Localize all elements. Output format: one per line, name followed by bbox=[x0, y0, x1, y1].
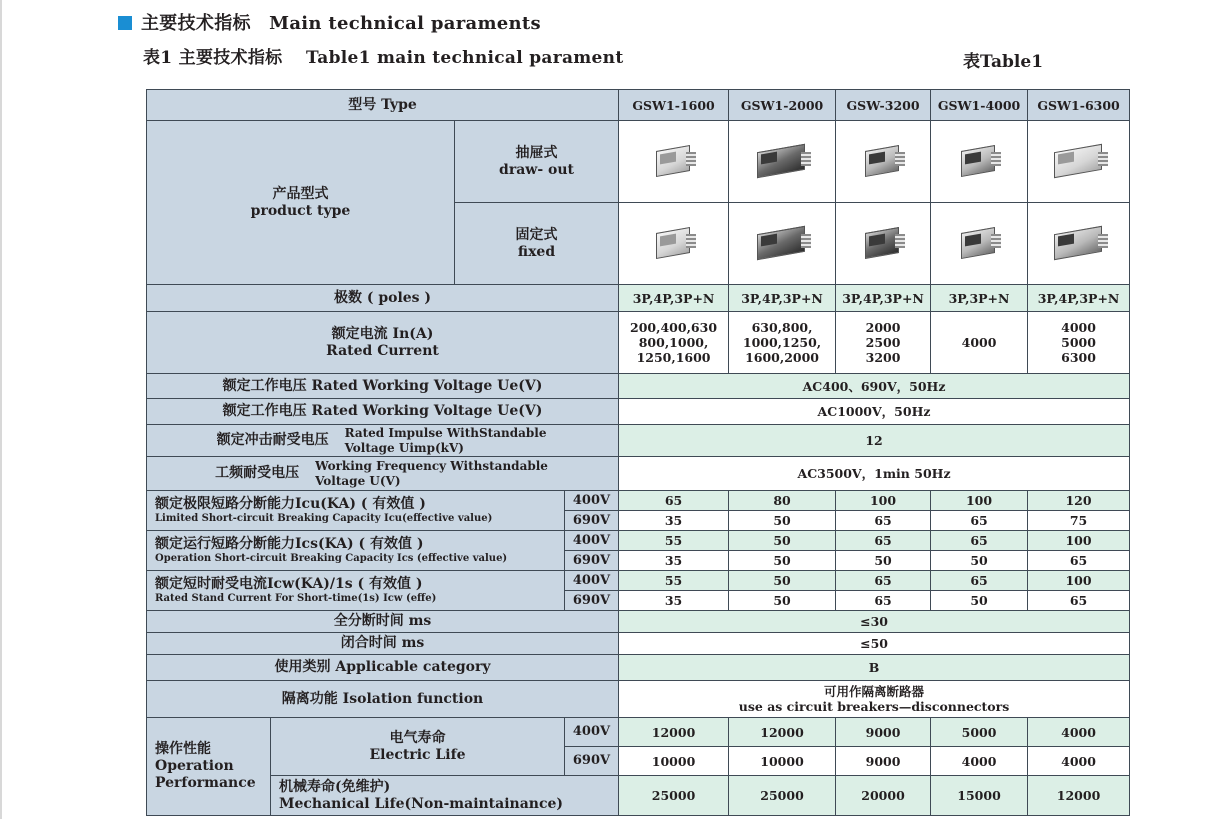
ics-value: 100 bbox=[1028, 531, 1130, 551]
power-freq-value: AC3500V，1min 50Hz bbox=[619, 457, 1130, 491]
electric-life-value: 9000 bbox=[836, 718, 931, 747]
voltage2-row bbox=[147, 399, 1130, 425]
poles-label: 极数 ( poles ) bbox=[147, 285, 619, 312]
ics-cn: 额定运行短路分断能力Ics(KA) ( 有效值 ) bbox=[155, 536, 424, 553]
breaker-drawout-image bbox=[859, 140, 907, 180]
table-tag: 表Table1 bbox=[963, 52, 1044, 72]
ics-value: 35 bbox=[619, 551, 729, 571]
power-freq-label bbox=[147, 457, 619, 491]
break-time-row bbox=[147, 611, 1130, 633]
close-time-value: ≤50 bbox=[619, 633, 1130, 655]
product-type-label bbox=[147, 121, 455, 285]
mech-life-value: 25000 bbox=[619, 776, 729, 816]
electric-life-value: 10000 bbox=[619, 747, 729, 776]
electric-life-label bbox=[271, 718, 565, 776]
rated-current-value: 4000 bbox=[931, 312, 1028, 374]
breaker-fixed-image bbox=[1048, 222, 1110, 262]
icu-en: Limited Short-circuit Breaking Capacity Icu(effective value) bbox=[155, 512, 493, 524]
model-header: GSW1-4000 bbox=[931, 90, 1028, 121]
product-type-en: product type bbox=[250, 202, 351, 219]
icw-value: 65 bbox=[836, 591, 931, 611]
rated-current-value: 2000 2500 3200 bbox=[836, 312, 931, 374]
category-value: B bbox=[619, 655, 1130, 681]
icw-value: 65 bbox=[1028, 591, 1130, 611]
voltage-tag: 690V bbox=[565, 511, 619, 531]
operation-en1: Operation bbox=[155, 758, 234, 775]
ics-value: 65 bbox=[1028, 551, 1130, 571]
ics-value: 50 bbox=[931, 551, 1028, 571]
poles-value: 3P,4P,3P+N bbox=[1028, 285, 1130, 312]
rated-current-en: Rated Current bbox=[326, 342, 439, 359]
product-image-cell bbox=[931, 121, 1028, 203]
operation-cn: 操作性能 bbox=[155, 741, 211, 758]
close-time-label: 闭合时间 ms bbox=[147, 633, 619, 655]
icw-value: 50 bbox=[931, 591, 1028, 611]
icu-value: 65 bbox=[619, 491, 729, 511]
icu-value: 100 bbox=[931, 491, 1028, 511]
voltage-tag: 400V bbox=[565, 718, 619, 747]
operation-en2: Performance bbox=[155, 774, 256, 791]
poles-value: 3P,4P,3P+N bbox=[619, 285, 729, 312]
poles-value: 3P,4P,3P+N bbox=[836, 285, 931, 312]
mech-life-row bbox=[147, 776, 1130, 816]
icw-value: 50 bbox=[729, 571, 836, 591]
ics-value: 65 bbox=[836, 531, 931, 551]
icw-en: Rated Stand Current For Short-time(1s) Icw (effe) bbox=[155, 592, 437, 604]
category-label: 使用类别 Applicable category bbox=[147, 655, 619, 681]
poles-value: 3P,3P+N bbox=[931, 285, 1028, 312]
icu-cn: 额定极限短路分断能力Icu(KA) ( 有效值 ) bbox=[155, 496, 426, 513]
type-label: 型号 Type bbox=[147, 90, 619, 121]
icu-value: 50 bbox=[729, 511, 836, 531]
voltage-tag: 400V bbox=[565, 571, 619, 591]
voltage-tag: 690V bbox=[565, 747, 619, 776]
model-header: GSW-3200 bbox=[836, 90, 931, 121]
electric-life-value: 4000 bbox=[1028, 718, 1130, 747]
impulse-row bbox=[147, 425, 1130, 457]
voltage-tag: 400V bbox=[565, 531, 619, 551]
rated-current-row bbox=[147, 312, 1130, 374]
fixed-label bbox=[455, 203, 619, 285]
impulse-cn: 额定冲击耐受电压 bbox=[216, 432, 329, 449]
product-type-cn: 产品型式 bbox=[272, 185, 329, 202]
breaker-drawout-image bbox=[650, 140, 698, 180]
electric-life-value: 10000 bbox=[729, 747, 836, 776]
impulse-en: Rated Impulse WithStandable Voltage Uimp(kV) bbox=[344, 426, 547, 455]
product-image-cell bbox=[836, 203, 931, 285]
ics-value: 50 bbox=[836, 551, 931, 571]
ics-label bbox=[147, 531, 565, 571]
icw-value: 65 bbox=[836, 571, 931, 591]
breaker-fixed-image bbox=[751, 222, 813, 262]
impulse-value: 12 bbox=[619, 425, 1130, 457]
section-title: 主要技术指标 Main technical paraments bbox=[141, 13, 541, 34]
voltage1-label: 额定工作电压 Rated Working Voltage Ue(V) bbox=[147, 374, 619, 399]
icw-value: 35 bbox=[619, 591, 729, 611]
ics-row bbox=[147, 531, 1130, 551]
isolation-row bbox=[147, 681, 1130, 718]
rated-current-label bbox=[147, 312, 619, 374]
drawout-en: draw- out bbox=[499, 161, 574, 178]
voltage2-value: AC1000V，50Hz bbox=[619, 399, 1130, 425]
icu-value: 120 bbox=[1028, 491, 1130, 511]
electric-life-value: 4000 bbox=[1028, 747, 1130, 776]
icw-row bbox=[147, 571, 1130, 591]
product-image-cell bbox=[619, 203, 729, 285]
power-freq-row bbox=[147, 457, 1130, 491]
type-row bbox=[147, 90, 1130, 121]
table-caption: 表1 主要技术指标 Table1 main technical parament bbox=[143, 48, 624, 68]
electric-life-row bbox=[147, 718, 1130, 747]
product-image-cell bbox=[1028, 121, 1130, 203]
product-image-cell bbox=[931, 203, 1028, 285]
ics-value: 65 bbox=[931, 531, 1028, 551]
icw-value: 50 bbox=[729, 591, 836, 611]
category-row bbox=[147, 655, 1130, 681]
model-header: GSW1-1600 bbox=[619, 90, 729, 121]
electric-life-value: 12000 bbox=[729, 718, 836, 747]
product-image-cell bbox=[836, 121, 931, 203]
mech-life-cn: 机械寿命(免维护) bbox=[279, 778, 391, 795]
icw-label bbox=[147, 571, 565, 611]
breaker-drawout-image bbox=[955, 140, 1003, 180]
icu-value: 80 bbox=[729, 491, 836, 511]
breaker-fixed-image bbox=[650, 222, 698, 262]
model-header: GSW1-6300 bbox=[1028, 90, 1130, 121]
icu-value: 75 bbox=[1028, 511, 1130, 531]
icu-label bbox=[147, 491, 565, 531]
ics-value: 55 bbox=[619, 531, 729, 551]
isolation-label: 隔离功能 Isolation function bbox=[147, 681, 619, 718]
ics-value: 50 bbox=[729, 551, 836, 571]
voltage1-value: AC400、690V，50Hz bbox=[619, 374, 1130, 399]
voltage1-row bbox=[147, 374, 1130, 399]
icu-row bbox=[147, 491, 1130, 511]
mech-life-en: Mechanical Life(Non-maintainance) bbox=[279, 795, 564, 812]
mech-life-value: 15000 bbox=[931, 776, 1028, 816]
ics-en: Operation Short-circuit Breaking Capacity Ics (effective value) bbox=[155, 552, 508, 564]
impulse-label bbox=[147, 425, 619, 457]
poles-row bbox=[147, 285, 1130, 312]
breaker-drawout-image bbox=[751, 140, 813, 180]
model-header: GSW1-2000 bbox=[729, 90, 836, 121]
icw-value: 65 bbox=[931, 571, 1028, 591]
break-time-value: ≤30 bbox=[619, 611, 1130, 633]
operation-label bbox=[147, 718, 271, 816]
product-image-cell bbox=[1028, 203, 1130, 285]
electric-life-value: 4000 bbox=[931, 747, 1028, 776]
electric-life-value: 9000 bbox=[836, 747, 931, 776]
power-freq-cn: 工频耐受电压 bbox=[215, 465, 300, 482]
rated-current-cn: 额定电流 In(A) bbox=[331, 325, 434, 342]
breaker-fixed-image bbox=[955, 222, 1003, 262]
icu-value: 65 bbox=[836, 511, 931, 531]
electric-life-value: 12000 bbox=[619, 718, 729, 747]
power-freq-en: Working Frequency Withstandable Voltage U(V) bbox=[315, 459, 548, 488]
drawout-cn: 抽屉式 bbox=[515, 144, 558, 161]
drawout-label bbox=[455, 121, 619, 203]
section-square-icon bbox=[118, 16, 132, 30]
icw-value: 100 bbox=[1028, 571, 1130, 591]
icw-cn: 额定短时耐受电流Icw(KA)/1s ( 有效值 ) bbox=[155, 576, 423, 593]
rated-current-value: 4000 5000 6300 bbox=[1028, 312, 1130, 374]
spec-table bbox=[146, 89, 1130, 816]
voltage-tag: 400V bbox=[565, 491, 619, 511]
page-edge-rule bbox=[0, 0, 2, 819]
electric-life-value: 5000 bbox=[931, 718, 1028, 747]
voltage2-label: 额定工作电压 Rated Working Voltage Ue(V) bbox=[147, 399, 619, 425]
mech-life-value: 25000 bbox=[729, 776, 836, 816]
isolation-en: use as circuit breakers—disconnectors bbox=[738, 699, 1010, 714]
close-time-row bbox=[147, 633, 1130, 655]
isolation-value bbox=[619, 681, 1130, 718]
section-heading bbox=[118, 9, 541, 35]
breaker-drawout-image bbox=[1048, 140, 1110, 180]
voltage-tag: 690V bbox=[565, 591, 619, 611]
icw-value: 55 bbox=[619, 571, 729, 591]
electric-life-cn: 电气寿命 bbox=[389, 729, 446, 746]
icu-value: 35 bbox=[619, 511, 729, 531]
product-image-cell bbox=[619, 121, 729, 203]
icu-value: 100 bbox=[836, 491, 931, 511]
voltage-tag: 690V bbox=[565, 551, 619, 571]
ics-value: 50 bbox=[729, 531, 836, 551]
product-image-cell bbox=[729, 203, 836, 285]
drawout-row bbox=[147, 121, 1130, 203]
mech-life-value: 12000 bbox=[1028, 776, 1130, 816]
isolation-cn: 可用作隔离断路器 bbox=[824, 684, 925, 699]
breaker-fixed-image bbox=[859, 222, 907, 262]
rated-current-value: 630,800, 1000,1250, 1600,2000 bbox=[729, 312, 836, 374]
mech-life-value: 20000 bbox=[836, 776, 931, 816]
icu-value: 65 bbox=[931, 511, 1028, 531]
rated-current-value: 200,400,630 800,1000, 1250,1600 bbox=[619, 312, 729, 374]
break-time-label: 全分断时间 ms bbox=[147, 611, 619, 633]
fixed-cn: 固定式 bbox=[515, 226, 558, 243]
poles-value: 3P,4P,3P+N bbox=[729, 285, 836, 312]
product-image-cell bbox=[729, 121, 836, 203]
fixed-en: fixed bbox=[517, 243, 556, 260]
mech-life-label bbox=[271, 776, 619, 816]
electric-life-en: Electric Life bbox=[369, 746, 466, 763]
